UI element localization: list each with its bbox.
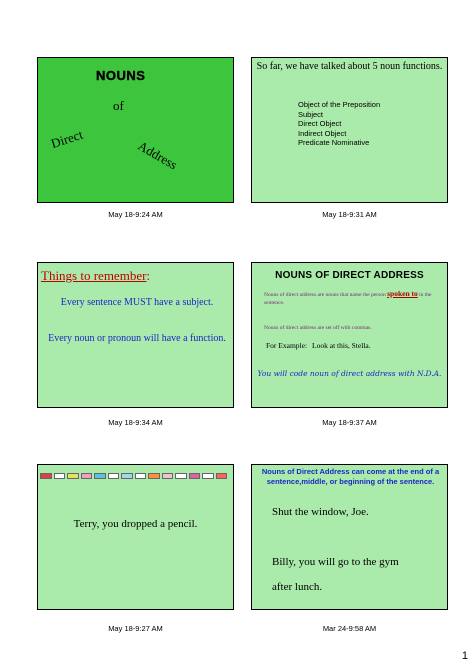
- slide-5-caption: May 18-9:27 AM: [108, 624, 163, 633]
- list-item: Object of the Preposition: [298, 100, 381, 109]
- slide-3-point-2: Every noun or pronoun will have a function.: [48, 333, 226, 344]
- slide-4: [251, 262, 448, 408]
- list-item: Indirect Object: [298, 128, 347, 138]
- strip-thumbnail: [94, 473, 106, 479]
- definition-part-1: Nouns of direct address are nouns that name the person: [264, 292, 388, 298]
- definition-spoken-to: spoken to: [387, 289, 418, 298]
- strip-thumbnail: [67, 473, 79, 479]
- slide-3-point-1: Every sentence MUST have a subject.: [60, 297, 214, 308]
- slide-1-caption: May 18-9:24 AM: [108, 210, 163, 219]
- slide-2-caption: May 18-9:31 AM: [322, 210, 377, 219]
- strip-thumbnail: [81, 473, 93, 479]
- list-item: Predicate Nominative: [298, 138, 370, 147]
- slide-4-example: [266, 341, 371, 350]
- example-text: Look at this, Stella.: [312, 341, 371, 350]
- example-label: For Example:: [266, 341, 308, 350]
- slide-3-heading: [41, 268, 150, 284]
- strip-thumbnail: [108, 473, 120, 479]
- slide-6-caption: Mar 24-9:58 AM: [322, 624, 377, 633]
- list-item: Subject: [298, 109, 324, 119]
- slide-1-word-address: Address: [135, 138, 180, 173]
- strip-thumbnail: [135, 473, 147, 479]
- slide-6-example-2-line-2: after lunch.: [272, 581, 323, 593]
- slide-6: [251, 464, 448, 610]
- slide-3-caption: May 18-9:34 AM: [108, 418, 163, 427]
- slide-1-title: NOUNS: [96, 68, 146, 83]
- slide-1: [37, 57, 234, 203]
- strip-thumbnail: [40, 473, 52, 479]
- slide-6-example-2-line-1: Billy, you will go to the gym: [272, 556, 399, 568]
- strip-thumbnail: [216, 473, 228, 479]
- slide-1-word-direct: Direct: [49, 126, 85, 152]
- slide-1-word-of: of: [113, 98, 124, 113]
- strip-thumbnail: [148, 473, 160, 479]
- slide-6-heading: Nouns of Direct Address can come at the end of a sentence,middle, or beginning of the sentence.: [261, 467, 440, 486]
- list-item: Direct Object: [298, 119, 342, 128]
- slide-4-commas-rule: Nouns of direct address are set off with commas.: [264, 325, 372, 331]
- slide-4-heading: NOUNS OF DIRECT ADDRESS: [275, 270, 424, 281]
- decorative-image-strip: [40, 471, 230, 481]
- slide-4-definition: [264, 290, 444, 307]
- slide-6-example-1: Shut the window, Joe.: [272, 506, 369, 518]
- strip-thumbnail: [121, 473, 133, 479]
- slide-5-sentence: Terry, you dropped a pencil.: [73, 518, 198, 530]
- slide-5: [37, 464, 234, 610]
- definition-part-2: in the sentence.: [264, 292, 432, 306]
- page-number: 1: [461, 650, 468, 662]
- strip-thumbnail: [54, 473, 66, 479]
- slide-4-note: You will code noun of direct address with N.D.A.: [257, 369, 442, 378]
- slide-4-caption: May 18-9:37 AM: [322, 418, 377, 427]
- noun-functions-list: [298, 100, 380, 148]
- slide-3-heading-colon: :: [146, 268, 151, 283]
- strip-thumbnail: [189, 473, 201, 479]
- strip-thumbnail: [202, 473, 214, 479]
- slide-3-heading-text: Things to remember: [41, 268, 147, 283]
- strip-thumbnail: [162, 473, 174, 479]
- slide-2-intro: So far, we have talked about 5 noun functions.: [256, 61, 443, 72]
- slide-2: [251, 57, 448, 203]
- slide-3: [37, 262, 234, 408]
- strip-thumbnail: [175, 473, 187, 479]
